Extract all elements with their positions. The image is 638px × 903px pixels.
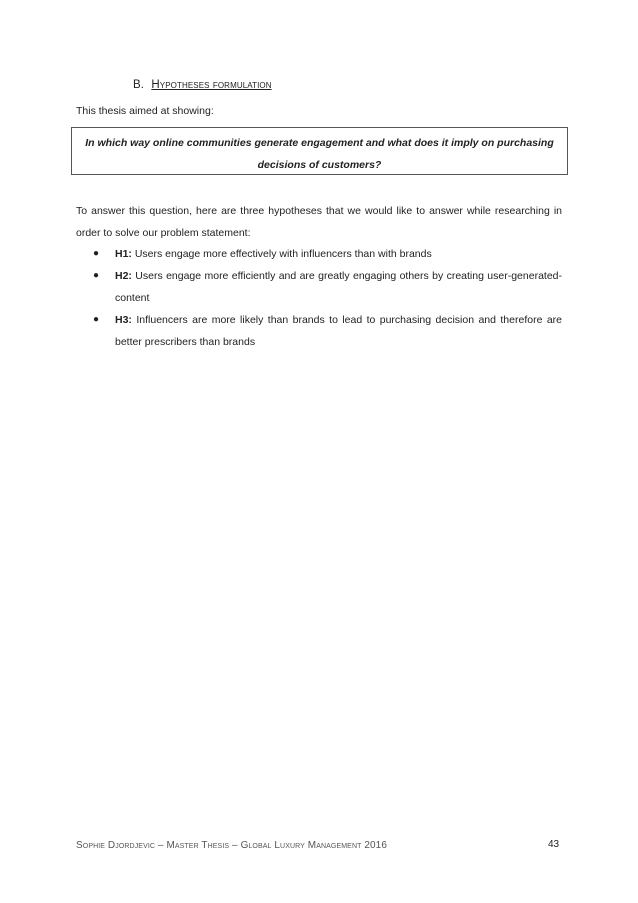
research-question: In which way online communities generate engagement and what does it imply on purchasing decisions of customers? [85,137,554,171]
page-footer: Sophie Djordjevic – Master Thesis – Global Luxury Management 2016 [76,840,387,851]
hypotheses-list [76,243,562,353]
hypothesis-item-h3 [76,309,562,353]
research-question-box [71,127,568,175]
bullet-icon: ● [93,248,100,259]
bullet-icon: ● [93,270,100,281]
hypothesis-item-h2 [76,265,562,309]
bullet-icon: ● [93,314,100,325]
hypothesis-label: H3: [115,314,132,326]
page-number: 43 [548,839,560,850]
section-heading [133,79,272,91]
section-title: Hypotheses formulation [151,79,272,91]
section-letter: B. [133,79,145,91]
hypothesis-text: Influencers are more likely than brands to lead to purchasing decision and therefore are better prescribers than brands [115,314,562,348]
hypothesis-label: H1: [115,248,132,260]
hypothesis-text: Users engage more effectively with influencers than with brands [134,248,432,260]
intro-text: This thesis aimed at showing: [76,105,214,117]
body-paragraph: To answer this question, here are three hypotheses that we would like to answer while researching in order to solve our problem statement: [76,205,562,239]
hypothesis-text: Users engage more efficiently and are greatly engaging others by creating user-generated-content [115,270,562,304]
hypothesis-item-h1 [76,243,562,265]
hypothesis-label: H2: [115,270,132,282]
